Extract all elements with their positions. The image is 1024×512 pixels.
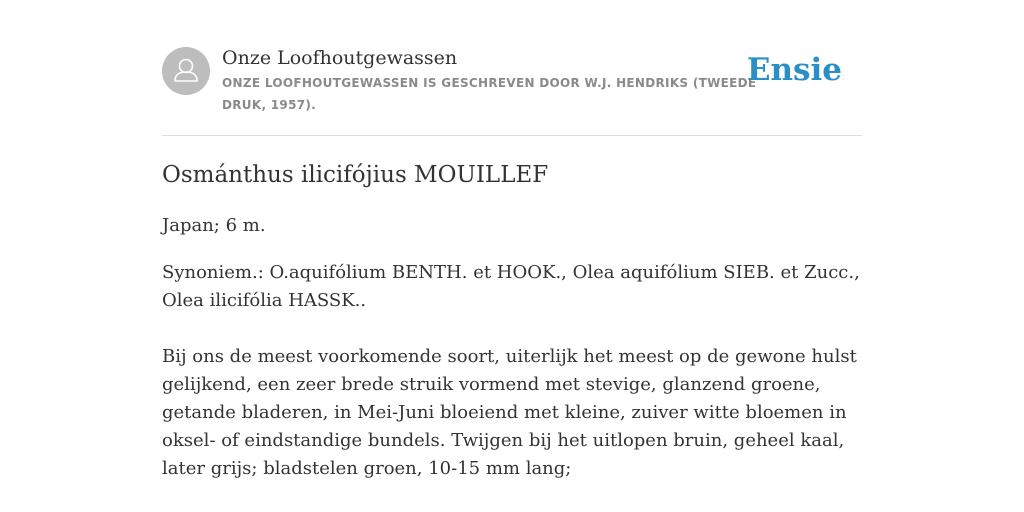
entry-content <box>162 212 862 483</box>
avatar[interactable] <box>162 47 210 95</box>
entry-title: Osmánthus ilicifójius MOUILLEF <box>162 162 549 188</box>
page <box>162 0 862 512</box>
user-silhouette-icon <box>162 47 210 95</box>
source-description: ONZE LOOFHOUTGEWASSEN IS GESCHREVEN DOOR W.J. HENDRIKS (TWEEDE DRUK, 1957). <box>222 76 757 112</box>
brand-logo[interactable]: Ensie <box>746 52 842 88</box>
origin-paragraph: Japan; 6 m. <box>162 215 266 236</box>
source-header <box>162 0 862 136</box>
description-paragraph: Bij ons de meest voorkomende soort, uiterlijk het meest op de gewone hulst gelijkend, een zeer brede struik vormend met stevige, glanzend groene, getande bladeren, in Mei-Juni bloeiend met kleine, zuiver witte bloemen in oksel- of eindstandige bundels. Twijgen bij het uitlopen bruin, geheel kaal, later grijs; bladstelen groen, 10-15 mm lang; <box>162 346 857 479</box>
synonym-paragraph: Synoniem.: O.aquifólium BENTH. et HOOK., Olea aquifólium SIEB. et Zucc., Olea ilicifólia HASSK.. <box>162 262 860 311</box>
source-title[interactable]: Onze Loofhoutgewassen <box>222 47 458 69</box>
